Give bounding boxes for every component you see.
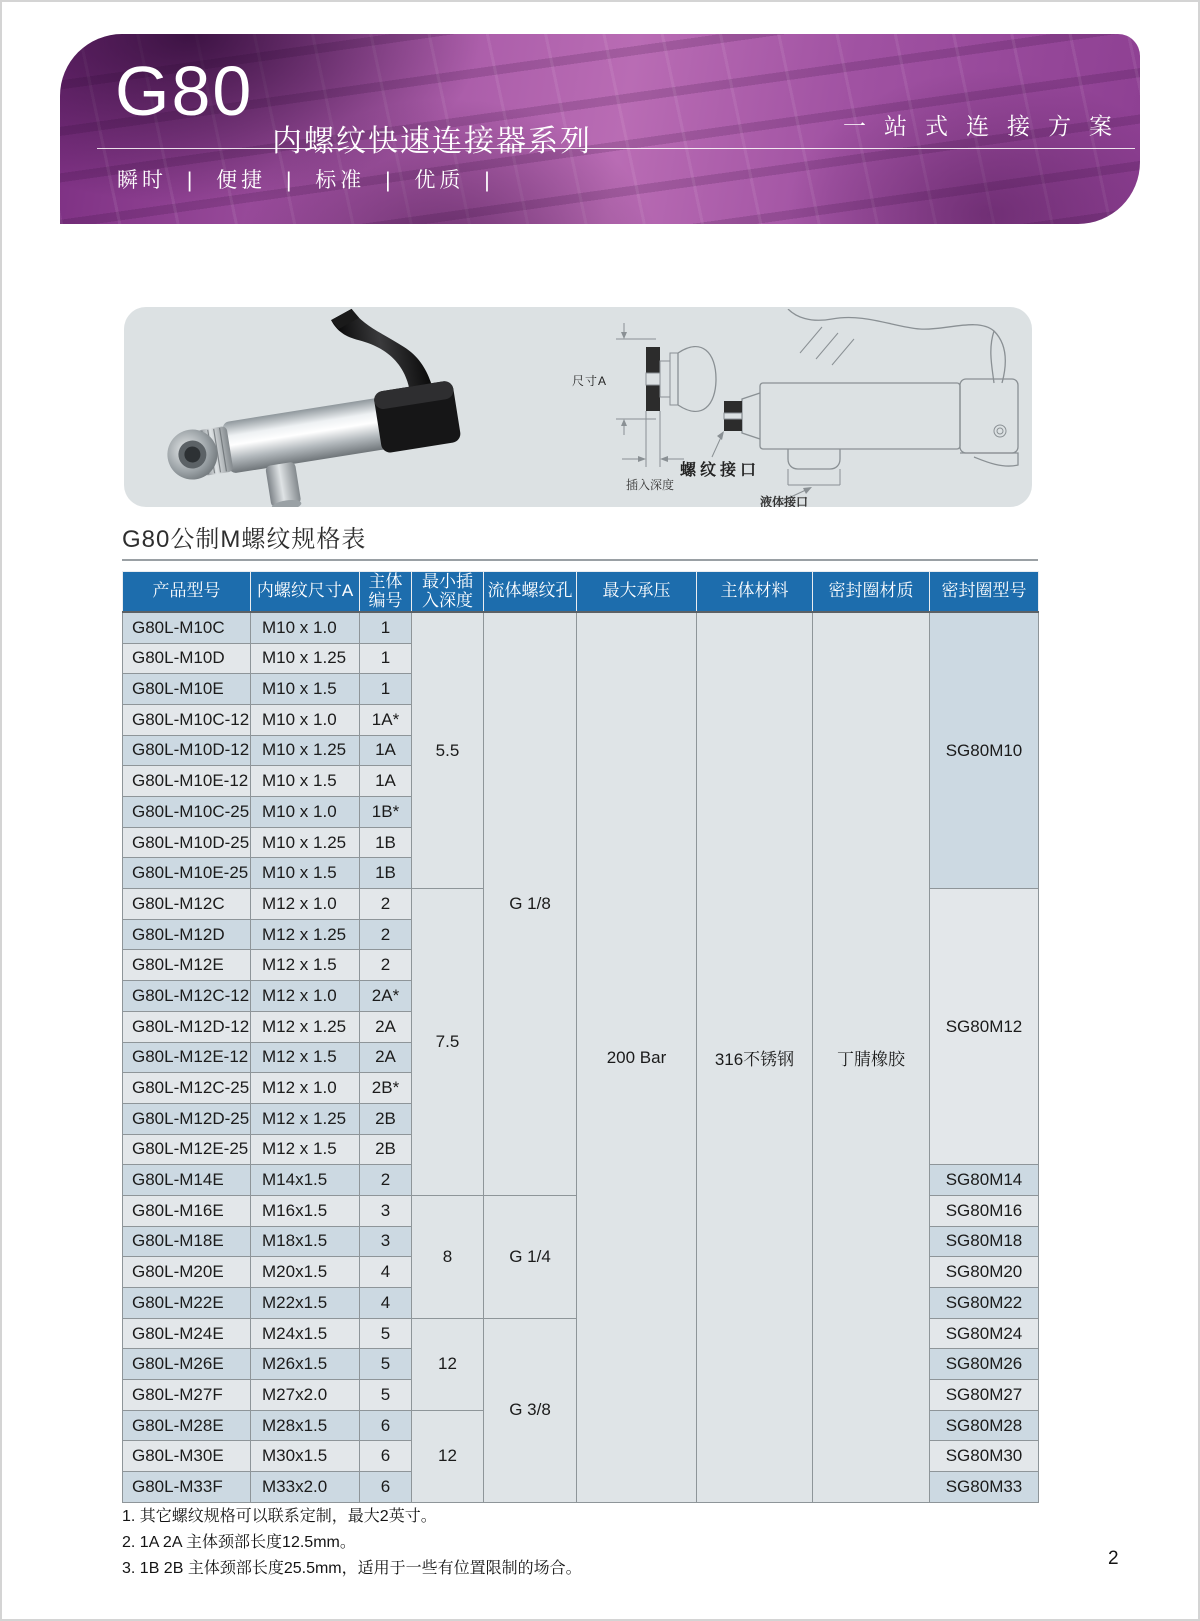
cell-model: G80L-M10C-25	[123, 797, 251, 828]
cell-model: G80L-M10E-25	[123, 858, 251, 889]
cell-body-no: 3	[360, 1195, 412, 1226]
banner-features: 瞬时 | 便捷 | 标准 | 优质 |	[117, 169, 494, 192]
cell-seal-model: SG80M14	[930, 1165, 1039, 1196]
cell-thread: M22x1.5	[251, 1288, 360, 1319]
cell-model: G80L-M10D-25	[123, 827, 251, 858]
label-fluid-port: 液体接口	[760, 495, 809, 507]
label-dim-a: 尺寸A	[572, 374, 608, 388]
cell-fluid-thread: G 1/8	[484, 612, 577, 1195]
table-row	[123, 612, 1039, 643]
cell-thread: M10 x 1.5	[251, 674, 360, 705]
product-image-panel	[124, 307, 1032, 507]
cell-thread: M24x1.5	[251, 1318, 360, 1349]
cell-depth: 5.5	[412, 612, 484, 888]
label-insert-depth: 插入深度	[626, 478, 675, 492]
cell-thread: M12 x 1.5	[251, 1042, 360, 1073]
cell-thread: M10 x 1.25	[251, 827, 360, 858]
cell-thread: M12 x 1.0	[251, 1073, 360, 1104]
cell-fluid-thread: G 1/4	[484, 1195, 577, 1318]
cell-model: G80L-M14E	[123, 1165, 251, 1196]
cell-seal-model: SG80M18	[930, 1226, 1039, 1257]
cell-body-no: 6	[360, 1441, 412, 1472]
cell-thread: M14x1.5	[251, 1165, 360, 1196]
cell-body-no: 2B	[360, 1103, 412, 1134]
cell-model: G80L-M10D-12	[123, 735, 251, 766]
cell-model: G80L-M18E	[123, 1226, 251, 1257]
cell-thread: M12 x 1.0	[251, 889, 360, 920]
cell-thread: M28x1.5	[251, 1410, 360, 1441]
cell-thread: M18x1.5	[251, 1226, 360, 1257]
cell-body-no: 4	[360, 1257, 412, 1288]
column-header-7: 密封圈材质	[813, 572, 930, 613]
footnote-1: 1. 其它螺纹规格可以联系定制，最大2英寸。	[122, 1508, 437, 1525]
cell-body-no: 1A*	[360, 704, 412, 735]
cell-seal-model: SG80M24	[930, 1318, 1039, 1349]
cell-body-no: 2A	[360, 1011, 412, 1042]
cell-body-no: 5	[360, 1349, 412, 1380]
cell-model: G80L-M30E	[123, 1441, 251, 1472]
cell-max-pressure: 200 Bar	[577, 612, 697, 1502]
page-number: 2	[1108, 1548, 1119, 1569]
banner-divider	[97, 148, 1135, 149]
cell-thread: M16x1.5	[251, 1195, 360, 1226]
cell-model: G80L-M10C	[123, 612, 251, 643]
column-header-0: 产品型号	[123, 572, 251, 613]
cell-model: G80L-M12C	[123, 889, 251, 920]
cell-body-no: 2	[360, 1165, 412, 1196]
cell-thread: M12 x 1.5	[251, 1134, 360, 1165]
spec-table-wrap	[122, 571, 1039, 1503]
cell-seal-model: SG80M26	[930, 1349, 1039, 1380]
cell-model: G80L-M10E-12	[123, 766, 251, 797]
cell-seal-model: SG80M20	[930, 1257, 1039, 1288]
cell-seal-model: SG80M30	[930, 1441, 1039, 1472]
cell-body-no: 2	[360, 950, 412, 981]
cell-body-no: 1	[360, 643, 412, 674]
technical-drawing	[564, 309, 1032, 507]
cell-thread: M10 x 1.5	[251, 766, 360, 797]
column-header-8: 密封圈型号	[930, 572, 1039, 613]
cell-model: G80L-M22E	[123, 1288, 251, 1319]
cell-thread: M10 x 1.5	[251, 858, 360, 889]
cell-model: G80L-M12D	[123, 919, 251, 950]
spec-table-header	[123, 572, 1039, 613]
cell-seal-model: SG80M16	[930, 1195, 1039, 1226]
cell-body-no: 5	[360, 1380, 412, 1411]
cell-seal-model: SG80M27	[930, 1380, 1039, 1411]
cell-model: G80L-M24E	[123, 1318, 251, 1349]
cell-body-no: 2B*	[360, 1073, 412, 1104]
cell-thread: M12 x 1.25	[251, 1011, 360, 1042]
title-rule	[122, 559, 1038, 561]
cell-model: G80L-M16E	[123, 1195, 251, 1226]
cell-seal-model: SG80M33	[930, 1472, 1039, 1503]
product-photo	[132, 307, 562, 507]
cell-thread: M12 x 1.25	[251, 919, 360, 950]
footnote-3: 3. 1B 2B 主体颈部长度25.5mm，适用于一些有位置限制的场合。	[122, 1560, 582, 1577]
cell-model: G80L-M12E	[123, 950, 251, 981]
cell-depth: 12	[412, 1410, 484, 1502]
label-thread-port: 螺纹接口	[680, 462, 761, 479]
cell-seal-model: SG80M22	[930, 1288, 1039, 1319]
cell-body-no: 2A*	[360, 981, 412, 1012]
cell-seal-model: SG80M10	[930, 612, 1039, 888]
table-title: G80公制M螺纹规格表	[122, 526, 367, 553]
cell-thread: M30x1.5	[251, 1441, 360, 1472]
cell-model: G80L-M10C-12	[123, 704, 251, 735]
cell-body-material: 316不锈钢	[697, 612, 813, 1502]
column-header-5: 最大承压	[577, 572, 697, 613]
series-title: G80	[115, 52, 254, 130]
column-header-1: 内螺纹尺寸A	[251, 572, 360, 613]
cell-thread: M10 x 1.25	[251, 735, 360, 766]
cell-thread: M27x2.0	[251, 1380, 360, 1411]
cell-thread: M12 x 1.0	[251, 981, 360, 1012]
cell-thread: M10 x 1.0	[251, 704, 360, 735]
cell-thread: M10 x 1.25	[251, 643, 360, 674]
cell-model: G80L-M12E-12	[123, 1042, 251, 1073]
cell-depth: 12	[412, 1318, 484, 1410]
cell-depth: 7.5	[412, 889, 484, 1196]
cell-body-no: 2B	[360, 1134, 412, 1165]
cell-model: G80L-M28E	[123, 1410, 251, 1441]
cell-body-no: 6	[360, 1410, 412, 1441]
cell-thread: M26x1.5	[251, 1349, 360, 1380]
header-banner	[60, 34, 1140, 224]
cell-body-no: 1A	[360, 766, 412, 797]
cell-fluid-thread: G 3/8	[484, 1318, 577, 1502]
footnotes	[122, 1504, 582, 1582]
cell-model: G80L-M20E	[123, 1257, 251, 1288]
cell-body-no: 1B	[360, 827, 412, 858]
cell-model: G80L-M10D	[123, 643, 251, 674]
cell-model: G80L-M12D-25	[123, 1103, 251, 1134]
cell-model: G80L-M12E-25	[123, 1134, 251, 1165]
cell-body-no: 2	[360, 919, 412, 950]
column-header-3: 最小插入深度	[412, 572, 484, 613]
cell-body-no: 4	[360, 1288, 412, 1319]
footnote-2: 2. 1A 2A 主体颈部长度12.5mm。	[122, 1534, 356, 1551]
cell-body-no: 1	[360, 674, 412, 705]
cell-body-no: 1	[360, 612, 412, 643]
cell-body-no: 1B	[360, 858, 412, 889]
cell-thread: M12 x 1.25	[251, 1103, 360, 1134]
column-header-2: 主体编号	[360, 572, 412, 613]
series-subtitle: 内螺纹快速连接器系列	[272, 125, 592, 158]
cell-thread: M12 x 1.5	[251, 950, 360, 981]
cell-thread: M33x2.0	[251, 1472, 360, 1503]
cell-model: G80L-M12C-12	[123, 981, 251, 1012]
cell-seal-model: SG80M12	[930, 889, 1039, 1165]
cell-model: G80L-M26E	[123, 1349, 251, 1380]
cell-seal-model: SG80M28	[930, 1410, 1039, 1441]
cell-model: G80L-M27F	[123, 1380, 251, 1411]
cell-model: G80L-M10E	[123, 674, 251, 705]
cell-body-no: 2	[360, 889, 412, 920]
cell-body-no: 5	[360, 1318, 412, 1349]
column-header-4: 流体螺纹孔	[484, 572, 577, 613]
banner-tagline: 一站式连接方案	[843, 113, 1130, 139]
cell-thread: M20x1.5	[251, 1257, 360, 1288]
cell-model: G80L-M12C-25	[123, 1073, 251, 1104]
cell-depth: 8	[412, 1195, 484, 1318]
column-header-6: 主体材料	[697, 572, 813, 613]
cell-body-no: 6	[360, 1472, 412, 1503]
cell-body-no: 3	[360, 1226, 412, 1257]
cell-body-no: 1A	[360, 735, 412, 766]
spec-table	[122, 571, 1039, 1503]
cell-model: G80L-M33F	[123, 1472, 251, 1503]
cell-thread: M10 x 1.0	[251, 612, 360, 643]
cell-model: G80L-M12D-12	[123, 1011, 251, 1042]
cell-body-no: 1B*	[360, 797, 412, 828]
cell-body-no: 2A	[360, 1042, 412, 1073]
cell-thread: M10 x 1.0	[251, 797, 360, 828]
cell-seal-material: 丁腈橡胶	[813, 612, 930, 1502]
